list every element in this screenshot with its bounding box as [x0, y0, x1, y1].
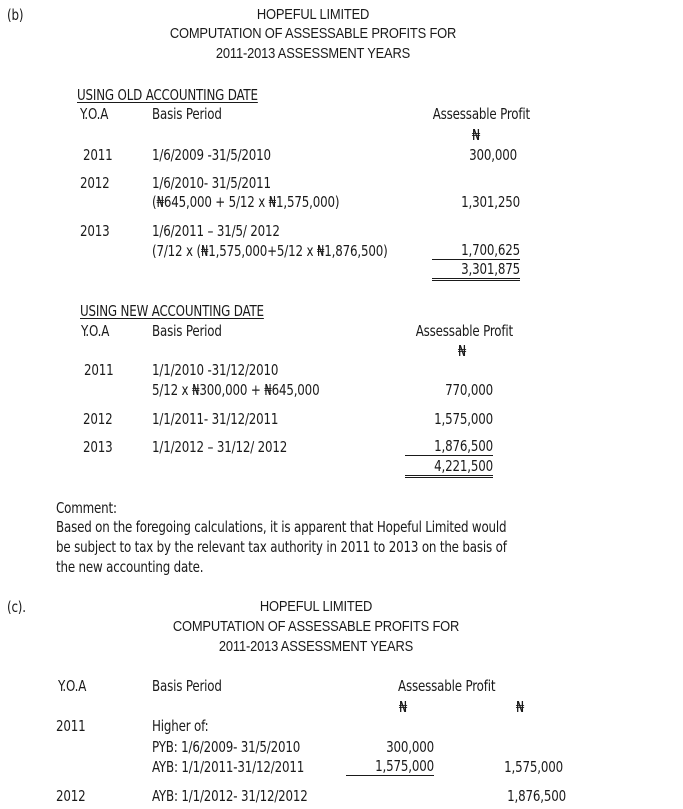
comment-line: Based on the foregoing calculations, it is apparent that Hopeful Limited would	[56, 518, 507, 536]
row-basis: 1/6/2010- 31/5/2011	[152, 174, 271, 192]
row-profit: 1,301,250	[461, 193, 520, 211]
row-calc: (7/12 x (₦1,575,000+5/12 x ₦1,876,500)	[152, 242, 388, 260]
company-name: HOPEFUL LIMITED	[259, 598, 373, 615]
row-profit: 770,000	[445, 381, 493, 399]
row-yoa: 2012	[80, 174, 110, 192]
part-b-label: (b)	[7, 6, 24, 24]
part-c-label: (c).	[7, 598, 26, 616]
row-basis: 1/1/2011- 31/12/2011	[152, 410, 279, 428]
row-profit: 1,876,500	[507, 787, 566, 805]
naira-icon: ₦	[515, 698, 525, 716]
row-amount: 300,000	[386, 738, 434, 756]
comment-label: Comment:	[56, 499, 117, 517]
row-basis: 1/1/2010 -31/12/2010	[152, 361, 279, 379]
col-header-profit: Assessable Profit	[398, 677, 496, 695]
row-profit: 1,876,500	[405, 438, 493, 456]
row-basis: 1/6/2009 -31/5/2010	[152, 146, 271, 164]
comment-line: the new accounting date.	[56, 558, 204, 576]
naira-icon: ₦	[457, 342, 467, 360]
total-profit: 4,221,500	[405, 458, 493, 478]
col-header-basis: Basis Period	[152, 677, 222, 695]
row-profit: 300,000	[469, 146, 517, 164]
title-line-2: COMPUTATION OF ASSESSABLE PROFITS FOR	[169, 25, 457, 42]
col-header-yoa: Y.O.A	[81, 322, 110, 340]
row-calc: 5/12 x ₦300,000 + ₦645,000	[152, 381, 320, 399]
section-heading: USING NEW ACCOUNTING DATE	[80, 302, 264, 320]
total-profit: 3,301,875	[432, 261, 520, 281]
title-line-2: COMPUTATION OF ASSESSABLE PROFITS FOR	[172, 618, 460, 635]
row-yoa: 2011	[84, 361, 114, 379]
row-basis: AYB: 1/1/2012- 31/12/2012	[152, 787, 308, 805]
row-basis: AYB: 1/1/2011-31/12/2011	[152, 758, 305, 776]
row-yoa: 2013	[80, 222, 110, 240]
row-basis: 1/6/2011 – 31/5/ 2012	[152, 222, 280, 240]
row-calc: (₦645,000 + 5/12 x ₦1,575,000)	[152, 193, 340, 211]
section-heading: USING OLD ACCOUNTING DATE	[77, 86, 258, 104]
naira-icon: ₦	[398, 698, 408, 716]
row-amount: 1,575,000	[346, 758, 434, 776]
row-yoa: 2011	[83, 146, 113, 164]
col-header-yoa: Y.O.A	[58, 677, 87, 695]
title-line-3: 2011-2013 ASSESSMENT YEARS	[218, 638, 414, 655]
col-header-profit: Assessable Profit	[415, 322, 513, 340]
col-header-profit: Assessable Profit	[432, 105, 530, 123]
title-line-3: 2011-2013 ASSESSMENT YEARS	[215, 45, 411, 62]
naira-icon: ₦	[471, 126, 481, 144]
row-profit: 1,575,000	[504, 758, 563, 776]
row-yoa: 2013	[83, 438, 113, 456]
col-header-basis: Basis Period	[152, 322, 222, 340]
row-profit: 1,575,000	[434, 410, 493, 428]
row-basis: PYB: 1/6/2009- 31/5/2010	[152, 738, 301, 756]
row-profit: 1,700,625	[432, 242, 520, 260]
col-header-yoa: Y.O.A	[80, 105, 109, 123]
col-header-basis: Basis Period	[152, 105, 222, 123]
row-yoa: 2011	[56, 717, 86, 735]
row-basis: 1/1/2012 – 31/12/ 2012	[152, 438, 288, 456]
row-yoa: 2012	[56, 787, 86, 805]
comment-line: be subject to tax by the relevant tax authority in 2011 to 2013 on the basis of	[56, 538, 507, 556]
row-basis: Higher of:	[152, 717, 209, 735]
row-yoa: 2012	[83, 410, 113, 428]
company-name: HOPEFUL LIMITED	[256, 6, 370, 23]
